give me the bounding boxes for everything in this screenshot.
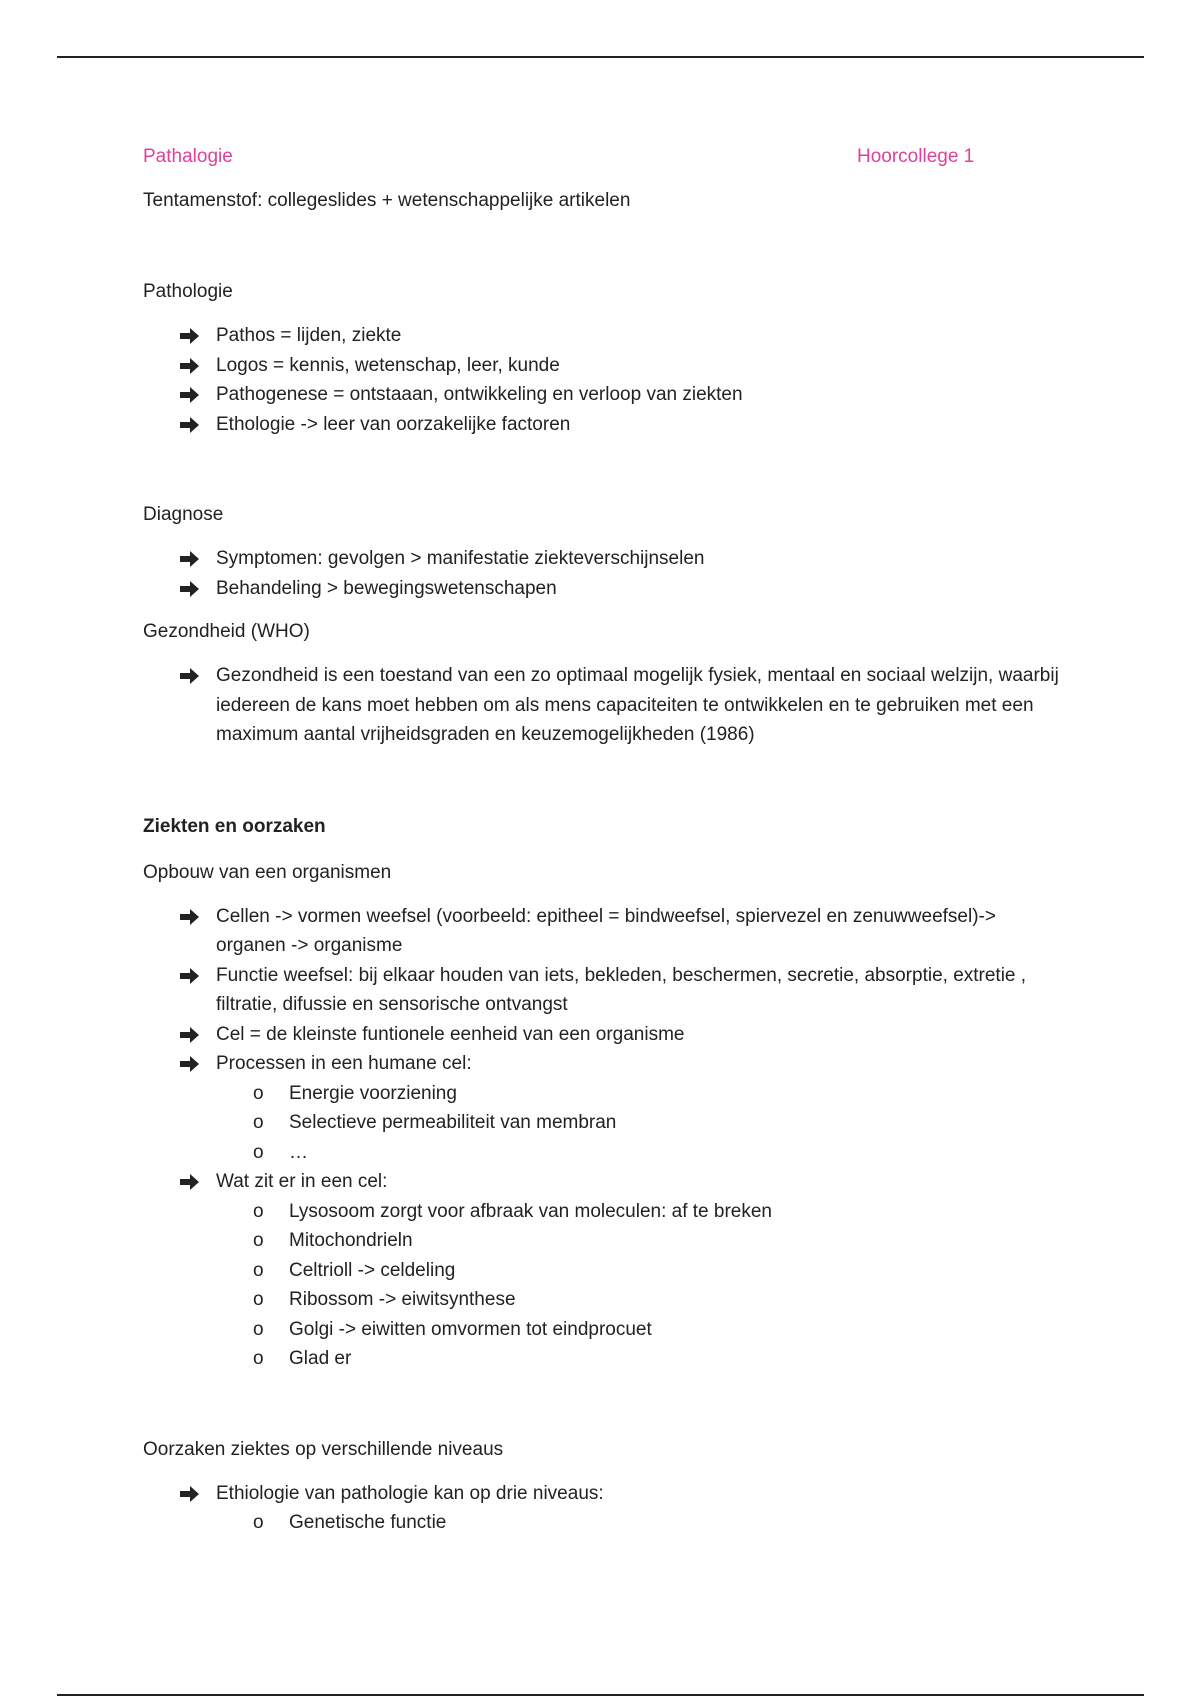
arrow-right-icon <box>180 667 200 685</box>
arrow-right-icon <box>180 580 200 598</box>
arrow-right-icon <box>180 357 200 375</box>
diagnose-list <box>143 544 1063 603</box>
gezondheid-list <box>143 661 1063 750</box>
arrow-right-icon <box>180 1485 200 1503</box>
list-item: Logos = kennis, wetenschap, leer, kunde <box>143 351 1063 381</box>
section-heading-diagnose: Diagnose <box>143 504 224 525</box>
cel-sublist <box>216 1197 1063 1374</box>
sublist-item: o Celtrioll -> celdeling <box>216 1256 1063 1286</box>
sublist-item: o Ribossom -> eiwitsynthese <box>216 1285 1063 1315</box>
circle-bullet-icon: o <box>253 1259 264 1281</box>
section-heading-oorzaken: Oorzaken ziektes op verschillende niveaus <box>143 1438 504 1460</box>
arrow-right-icon <box>180 1055 200 1073</box>
arrow-right-icon <box>180 386 200 404</box>
arrow-right-icon <box>180 967 200 985</box>
section-heading-pathologie: Pathologie <box>143 281 233 302</box>
list-item: Ethologie -> leer van oorzakelijke factoren <box>143 410 1063 440</box>
arrow-right-icon <box>180 908 200 926</box>
circle-bullet-icon: o <box>253 1318 264 1340</box>
list-item: Cellen -> vormen weefsel (voorbeeld: epitheel = bindweefsel, spiervezel en zenuwweefsel)-> organen -> organisme <box>143 902 1063 961</box>
arrow-right-icon <box>180 416 200 434</box>
list-item: Processen in een humane cel: o Energie voorziening o Selectieve permeabiliteit van membran o … <box>143 1049 1063 1167</box>
ziekten-list <box>143 902 1063 1374</box>
oorzaken-list <box>143 1479 1063 1538</box>
bottom-rule <box>57 1694 1144 1696</box>
lecture-label: Hoorcollege 1 <box>857 146 975 167</box>
sublist-item: o Glad er <box>216 1344 1063 1374</box>
sublist-item: o Lysosoom zorgt voor afbraak van moleculen: af te breken <box>216 1197 1063 1227</box>
arrow-right-icon <box>180 1173 200 1191</box>
circle-bullet-icon: o <box>253 1348 264 1369</box>
sublist-item: o Energie voorziening <box>216 1079 1063 1109</box>
arrow-right-icon <box>180 1026 200 1044</box>
list-item: Ethiologie van pathologie kan op drie niveaus: o Genetische functie <box>143 1479 1063 1538</box>
section-heading-ziekten: Ziekten en oorzaken <box>143 815 326 837</box>
sublist-item: o Genetische functie <box>216 1508 1063 1538</box>
top-rule <box>57 56 1144 58</box>
list-item: Pathos = lijden, ziekte <box>143 321 1063 351</box>
arrow-right-icon <box>180 550 200 568</box>
list-item: Functie weefsel: bij elkaar houden van iets, bekleden, beschermen, secretie, absorptie, extretie , filtratie, difussie en sensorische ontvangst <box>143 961 1063 1020</box>
list-item: Pathogenese = ontstaaan, ontwikkeling en verloop van ziekten <box>143 380 1063 410</box>
sublist-item: o Golgi -> eiwitten omvormen tot eindprocuet <box>216 1315 1063 1345</box>
document-title: Pathalogie <box>143 146 233 167</box>
circle-bullet-icon: o <box>253 1230 264 1251</box>
intro-text: Tentamenstof: collegeslides + wetenschappelijke artikelen <box>143 190 631 211</box>
circle-bullet-icon: o <box>253 1200 264 1222</box>
circle-bullet-icon: o <box>253 1512 264 1533</box>
arrow-right-icon <box>180 327 200 345</box>
oorzaken-sublist <box>216 1508 1063 1538</box>
circle-bullet-icon: o <box>253 1289 264 1310</box>
document-body <box>143 188 1063 1538</box>
circle-bullet-icon: o <box>253 1082 264 1104</box>
subheading-opbouw: Opbouw van een organismen <box>143 861 392 883</box>
list-item: Symptomen: gevolgen > manifestatie ziekteverschijnselen <box>143 544 1063 574</box>
list-item: Wat zit er in een cel: o Lysosoom zorgt voor afbraak van moleculen: af te breken o Mitochondrieln o Celtrioll -> celdeling o Ribossom -> eiwitsynthese o Golgi -> eiwitten omvormen tot eindprocuet o Glad er <box>143 1167 1063 1374</box>
circle-bullet-icon: o <box>253 1141 264 1163</box>
section-heading-gezondheid: Gezondheid (WHO) <box>143 621 310 642</box>
pathologie-list <box>143 321 1063 439</box>
sublist-item: o Selectieve permeabiliteit van membran <box>216 1108 1063 1138</box>
circle-bullet-icon: o <box>253 1112 264 1133</box>
list-item: Gezondheid is een toestand van een zo optimaal mogelijk fysiek, mentaal en sociaal welzijn, waarbij iedereen de kans moet hebben om als mens capaciteiten te ontwikkelen en te gebruiken met een maximum aantal vrijheidsgraden en keuzemogelijkheden (1986) <box>143 661 1063 750</box>
processen-sublist <box>216 1079 1063 1168</box>
sublist-item: o … <box>216 1138 1063 1168</box>
list-item: Cel = de kleinste funtionele eenheid van een organisme <box>143 1020 1063 1050</box>
sublist-item: o Mitochondrieln <box>216 1226 1063 1256</box>
list-item: Behandeling > bewegingswetenschapen <box>143 574 1063 604</box>
